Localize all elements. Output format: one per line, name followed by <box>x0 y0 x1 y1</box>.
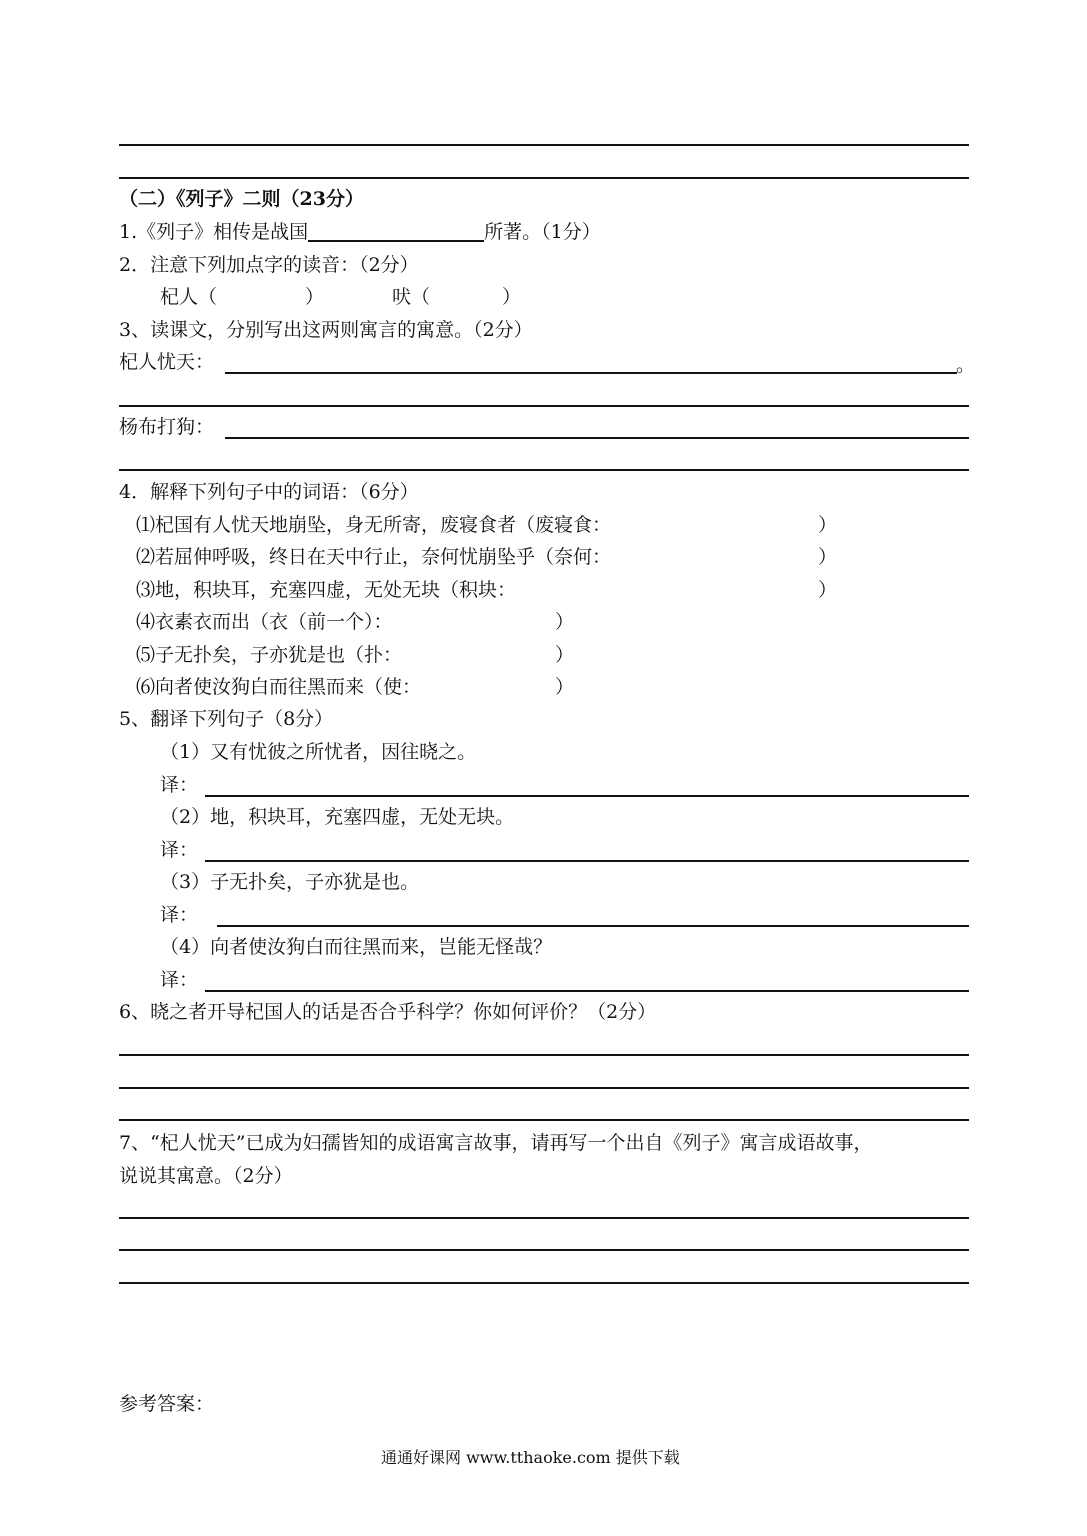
answer-line[interactable] <box>217 925 969 927</box>
answer-line[interactable] <box>225 437 969 439</box>
question-1-tail: 所著。（1分） <box>484 221 601 243</box>
vocab-item-4: ⑷衣素衣而出（衣（前一个）： <box>136 611 393 633</box>
answer-line[interactable] <box>119 177 969 179</box>
answer-line[interactable] <box>119 1217 969 1219</box>
translate-sentence-1: （1）又有忧彼之所忧者，因往晓之。 <box>160 741 477 763</box>
fill-blank[interactable] <box>308 240 484 242</box>
vocab-item-1-close: ） <box>818 514 838 536</box>
moral-end-mark: 。 <box>956 354 976 376</box>
pinyin-item-2: 吠（ <box>392 286 431 308</box>
question-7-line-2: 说说其寓意。（2分） <box>119 1165 293 1187</box>
vocab-item-5-close: ） <box>555 644 575 666</box>
vocab-item-6-close: ） <box>555 676 575 698</box>
question-1 <box>119 220 601 244</box>
translate-label-3: 译： <box>160 904 199 926</box>
pinyin-item-1-close: ） <box>305 286 325 308</box>
translate-sentence-4: （4）向者使汝狗白而往黑而来，岂能无怪哉？ <box>160 936 553 958</box>
question-1-stem: 1.《列子》相传是战国 <box>119 221 309 243</box>
answer-line[interactable] <box>119 144 969 146</box>
moral-label-1: 杞人忧天： <box>119 351 215 373</box>
answer-line[interactable] <box>119 405 969 407</box>
vocab-item-3: ⑶地，积块耳，充塞四虚，无处无块（积块： <box>136 579 517 601</box>
vocab-item-2-close: ） <box>818 546 838 568</box>
question-2-stem: 2．注意下列加点字的读音：（2分） <box>119 254 419 276</box>
section-title: （二）《列子》二则（23分） <box>119 188 364 210</box>
moral-label-2: 杨布打狗： <box>119 416 215 438</box>
vocab-item-3-close: ） <box>818 579 838 601</box>
question-7-line-1: 7、“杞人忧天”已成为妇孺皆知的成语寓言故事，请再写一个出自《列子》寓言成语故事， <box>119 1132 873 1154</box>
question-6-stem: 6、晓之者开导杞国人的话是否合乎科学？你如何评价？（2分） <box>119 1001 657 1023</box>
answer-line[interactable] <box>119 469 969 471</box>
answer-line[interactable] <box>225 372 957 374</box>
question-3-stem: 3、读课文，分别写出这两则寓言的寓意。（2分） <box>119 319 533 341</box>
translate-label-2: 译： <box>160 839 199 861</box>
question-5-stem: 5、翻译下列句子（8分） <box>119 708 334 730</box>
answer-line[interactable] <box>119 1119 969 1121</box>
translate-sentence-2: （2）地，积块耳，充塞四虚，无处无块。 <box>160 806 515 828</box>
answer-line[interactable] <box>119 1282 969 1284</box>
answer-line[interactable] <box>119 1054 969 1056</box>
translate-label-4: 译： <box>160 969 199 991</box>
answer-line[interactable] <box>119 1087 969 1089</box>
translate-label-1: 译： <box>160 774 199 796</box>
pinyin-item-2-close: ） <box>502 286 522 308</box>
question-4-stem: 4．解释下列句子中的词语：（6分） <box>119 481 419 503</box>
translate-sentence-3: （3）子无扑矣，子亦犹是也。 <box>160 871 420 893</box>
answer-line[interactable] <box>205 795 969 797</box>
answers-heading: 参考答案： <box>119 1393 215 1415</box>
answer-line[interactable] <box>119 1249 969 1251</box>
vocab-item-2: ⑵若屈伸呼吸，终日在天中行止，奈何忧崩坠乎（奈何： <box>136 546 612 568</box>
answer-line[interactable] <box>205 860 969 862</box>
answer-line[interactable] <box>205 990 969 992</box>
pinyin-item-1: 杞人（ <box>160 286 218 308</box>
vocab-item-1: ⑴杞国有人忧天地崩坠，身无所寄，废寝食者（废寝食： <box>136 514 612 536</box>
footer-credit: 通通好课网 www.tthaoke.com 提供下载 <box>381 1448 680 1467</box>
vocab-item-6: ⑹向者使汝狗白而往黑而来（使： <box>136 676 422 698</box>
vocab-item-4-close: ） <box>555 611 575 633</box>
vocab-item-5: ⑸子无扑矣，子亦犹是也（扑： <box>136 644 403 666</box>
